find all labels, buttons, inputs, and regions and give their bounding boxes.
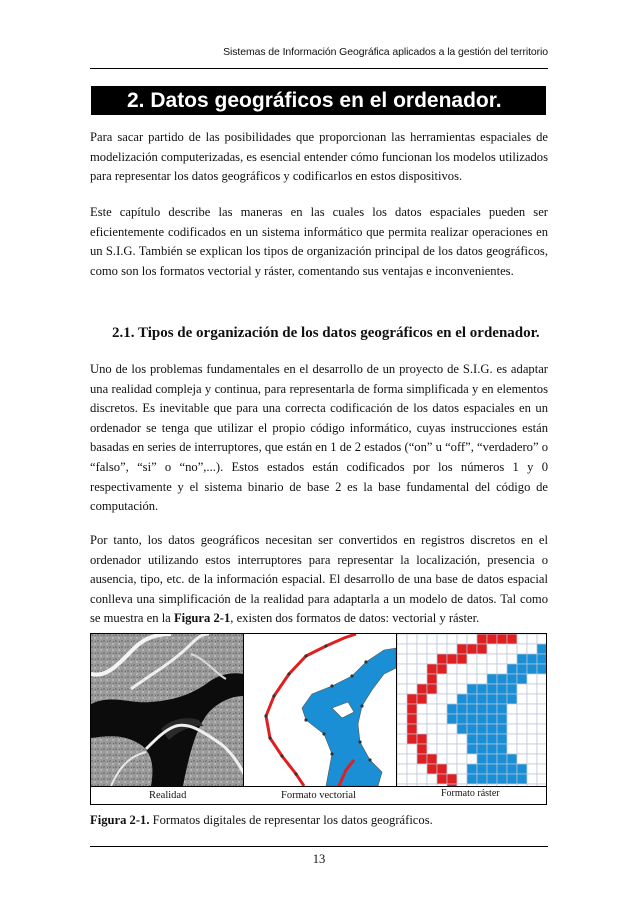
raster-cell bbox=[497, 654, 507, 664]
raster-cell bbox=[437, 654, 447, 664]
raster-cell bbox=[467, 744, 477, 754]
raster-cell bbox=[537, 654, 546, 664]
raster-cell bbox=[517, 634, 527, 644]
raster-cell bbox=[447, 664, 457, 674]
raster-cell bbox=[537, 634, 546, 644]
raster-cell bbox=[457, 694, 467, 704]
raster-cell bbox=[467, 684, 477, 694]
raster-cell bbox=[527, 724, 537, 734]
raster-cell bbox=[417, 774, 427, 784]
raster-cell bbox=[467, 724, 477, 734]
raster-cell bbox=[417, 674, 427, 684]
raster-cell bbox=[477, 644, 487, 654]
raster-cell bbox=[487, 764, 497, 774]
raster-cell bbox=[447, 754, 457, 764]
raster-cell bbox=[447, 634, 457, 644]
raster-cell bbox=[427, 734, 437, 744]
raster-cell bbox=[437, 724, 447, 734]
raster-cell bbox=[507, 684, 517, 694]
raster-cell bbox=[507, 764, 517, 774]
raster-cell bbox=[507, 674, 517, 684]
raster-cell bbox=[417, 704, 427, 714]
section-paragraph-2 bbox=[90, 531, 548, 629]
raster-cell bbox=[477, 754, 487, 764]
raster-cell bbox=[487, 644, 497, 654]
raster-cell bbox=[507, 744, 517, 754]
raster-cell bbox=[407, 694, 417, 704]
raster-cell bbox=[477, 664, 487, 674]
raster-cell bbox=[417, 764, 427, 774]
raster-cell bbox=[517, 684, 527, 694]
intro-paragraph-2: Este capítulo describe las maneras en las cuales los datos espaciales pueden ser eficientemente codificados en un sistema informático que permita realizar operaciones en un S.I.G. También se explican los tipos de organización principal de los datos geográficos, como son los formatos vectorial y ráster, comentando sus ventajas e inconvenientes. bbox=[90, 205, 548, 278]
raster-cell bbox=[527, 774, 537, 784]
raster-cell bbox=[437, 714, 447, 724]
raster-cell bbox=[467, 754, 477, 764]
reality-aerial-image bbox=[91, 634, 243, 786]
caption-text: Formatos digitales de representar los datos geográficos. bbox=[149, 813, 433, 827]
raster-cell bbox=[487, 774, 497, 784]
figure-labels bbox=[91, 786, 546, 805]
raster-cell bbox=[507, 754, 517, 764]
raster-cell bbox=[427, 744, 437, 754]
raster-cell bbox=[427, 704, 437, 714]
raster-cell bbox=[517, 644, 527, 654]
raster-cell bbox=[507, 724, 517, 734]
raster-cell bbox=[457, 634, 467, 644]
raster-cell bbox=[397, 754, 407, 764]
raster-cell bbox=[497, 744, 507, 754]
raster-cell bbox=[507, 634, 517, 644]
raster-cell bbox=[517, 664, 527, 674]
raster-cell bbox=[477, 724, 487, 734]
raster-cell bbox=[517, 704, 527, 714]
raster-cell bbox=[497, 714, 507, 724]
raster-cell bbox=[467, 694, 477, 704]
raster-cell bbox=[497, 664, 507, 674]
section-title: 2.1. Tipos de organización de los datos geográficos en el ordenador. bbox=[112, 325, 540, 341]
raster-cell bbox=[487, 634, 497, 644]
raster-cell bbox=[427, 664, 437, 674]
raster-cell bbox=[467, 764, 477, 774]
raster-cell bbox=[477, 654, 487, 664]
raster-cell bbox=[397, 704, 407, 714]
raster-cell bbox=[517, 734, 527, 744]
raster-cell bbox=[467, 664, 477, 674]
raster-cell bbox=[417, 634, 427, 644]
raster-cell bbox=[457, 714, 467, 724]
raster-cell bbox=[437, 764, 447, 774]
raster-cell bbox=[507, 714, 517, 724]
raster-cell bbox=[457, 644, 467, 654]
raster-cell bbox=[407, 674, 417, 684]
raster-cell bbox=[437, 754, 447, 764]
raster-cell bbox=[537, 704, 546, 714]
raster-cell bbox=[457, 674, 467, 684]
raster-cell bbox=[407, 664, 417, 674]
raster-cell bbox=[457, 774, 467, 784]
raster-cell bbox=[437, 694, 447, 704]
raster-cell bbox=[527, 714, 537, 724]
section-paragraph-2-tail: , existen dos formatos de datos: vectorial y ráster. bbox=[230, 611, 480, 626]
raster-cell bbox=[397, 664, 407, 674]
raster-cell bbox=[497, 774, 507, 784]
raster-cell bbox=[447, 764, 457, 774]
raster-cell bbox=[427, 654, 437, 664]
raster-cell bbox=[407, 764, 417, 774]
raster-cell bbox=[517, 764, 527, 774]
raster-cell bbox=[457, 704, 467, 714]
raster-cell bbox=[527, 654, 537, 664]
raster-cell bbox=[467, 634, 477, 644]
raster-cell bbox=[507, 774, 517, 784]
raster-cell bbox=[507, 654, 517, 664]
raster-cell bbox=[487, 704, 497, 714]
raster-cell bbox=[527, 704, 537, 714]
raster-cell bbox=[447, 654, 457, 664]
raster-cell bbox=[487, 694, 497, 704]
raster-cell bbox=[417, 664, 427, 674]
running-header: Sistemas de Información Geográfica aplicados a la gestión del territorio bbox=[223, 46, 548, 58]
raster-cell bbox=[517, 694, 527, 704]
raster-cell bbox=[487, 674, 497, 684]
raster-cell bbox=[477, 634, 487, 644]
raster-cell bbox=[437, 664, 447, 674]
raster-cell bbox=[397, 724, 407, 734]
label-reality: Realidad bbox=[149, 790, 187, 801]
raster-cell bbox=[517, 754, 527, 764]
raster-cell bbox=[417, 644, 427, 654]
raster-cell bbox=[457, 744, 467, 754]
raster-cell bbox=[537, 714, 546, 724]
raster-cell bbox=[497, 694, 507, 704]
raster-cell bbox=[527, 764, 537, 774]
raster-cell bbox=[437, 674, 447, 684]
footer-rule bbox=[90, 846, 548, 847]
raster-cell bbox=[417, 694, 427, 704]
raster-cell bbox=[517, 774, 527, 784]
raster-cell bbox=[427, 684, 437, 694]
raster-cell bbox=[437, 644, 447, 654]
raster-cell bbox=[537, 734, 546, 744]
raster-cell bbox=[477, 774, 487, 784]
raster-cell bbox=[437, 774, 447, 784]
raster-cell bbox=[437, 684, 447, 694]
raster-cell bbox=[497, 634, 507, 644]
raster-cell bbox=[507, 734, 517, 744]
raster-cell bbox=[477, 714, 487, 724]
raster-cell bbox=[447, 694, 457, 704]
raster-cell bbox=[447, 684, 457, 694]
raster-cell bbox=[497, 684, 507, 694]
raster-cell bbox=[537, 664, 546, 674]
raster-cell bbox=[397, 634, 407, 644]
raster-cell bbox=[457, 654, 467, 664]
raster-cell bbox=[447, 734, 457, 744]
raster-cell bbox=[487, 744, 497, 754]
raster-cell bbox=[507, 664, 517, 674]
raster-cell bbox=[397, 644, 407, 654]
raster-cell bbox=[397, 744, 407, 754]
raster-cell bbox=[527, 644, 537, 654]
raster-cell bbox=[437, 634, 447, 644]
raster-cell bbox=[527, 754, 537, 764]
raster-cell bbox=[467, 734, 477, 744]
raster-cell bbox=[497, 734, 507, 744]
intro-paragraph-1: Para sacar partido de las posibilidades que proporcionan las herramientas espaciales de modelización computerizadas, es esencial entender cómo funcionan los modelos utilizados para representar los datos geográficos y codificarlos en estos dispositivos. bbox=[90, 130, 548, 184]
raster-cell bbox=[397, 694, 407, 704]
raster-cell bbox=[507, 704, 517, 714]
raster-cell bbox=[397, 714, 407, 724]
raster-cell bbox=[407, 714, 417, 724]
raster-cell bbox=[457, 664, 467, 674]
raster-cell bbox=[537, 694, 546, 704]
raster-cell bbox=[467, 714, 477, 724]
raster-cell bbox=[527, 684, 537, 694]
figure-reference[interactable]: Figura 2-1 bbox=[173, 611, 231, 626]
raster-cell bbox=[427, 774, 437, 784]
raster-cell bbox=[427, 764, 437, 774]
raster-cell bbox=[447, 674, 457, 684]
raster-cell bbox=[487, 654, 497, 664]
raster-cell bbox=[487, 734, 497, 744]
raster-cell bbox=[537, 724, 546, 734]
raster-cell bbox=[487, 684, 497, 694]
raster-cell bbox=[517, 714, 527, 724]
raster-cell bbox=[407, 754, 417, 764]
raster-cell bbox=[497, 724, 507, 734]
raster-cell bbox=[427, 724, 437, 734]
section-paragraph-2-text: Por tanto, los datos geográficos necesitan ser convertidos en registros discretos en el ordenador utilizando estos interruptores para representar la localización, presencia o ausencia, tipo, etc. de la información espacial. El desarrollo de una base de datos espacial conlleva una simplificación de la realidad para adaptarla a un modelo de datos. Tal como se muestra en la bbox=[90, 533, 548, 626]
raster-cell bbox=[517, 674, 527, 684]
raster-cell bbox=[407, 744, 417, 754]
raster-cell bbox=[467, 654, 477, 664]
raster-cell bbox=[537, 764, 546, 774]
raster-cell bbox=[497, 704, 507, 714]
raster-cell bbox=[527, 694, 537, 704]
raster-cell bbox=[477, 684, 487, 694]
raster-cell bbox=[407, 774, 417, 784]
raster-cell bbox=[477, 734, 487, 744]
raster-cell bbox=[407, 634, 417, 644]
raster-cell bbox=[507, 644, 517, 654]
raster-cell bbox=[527, 674, 537, 684]
reality-photo bbox=[91, 634, 243, 786]
raster-format-panel bbox=[396, 634, 546, 786]
raster-cell bbox=[447, 774, 457, 784]
raster-cell bbox=[427, 644, 437, 654]
raster-cell bbox=[477, 704, 487, 714]
label-raster: Formato ráster bbox=[441, 788, 500, 799]
raster-cell bbox=[417, 684, 427, 694]
raster-cell bbox=[457, 684, 467, 694]
raster-cell bbox=[417, 734, 427, 744]
raster-cell bbox=[467, 774, 477, 784]
raster-cell bbox=[407, 724, 417, 734]
raster-cell bbox=[477, 694, 487, 704]
raster-cell bbox=[447, 644, 457, 654]
raster-cell bbox=[537, 754, 546, 764]
raster-cell bbox=[437, 734, 447, 744]
raster-cell bbox=[407, 734, 417, 744]
raster-cell bbox=[427, 694, 437, 704]
raster-cell bbox=[417, 744, 427, 754]
raster-cell bbox=[407, 704, 417, 714]
raster-cell bbox=[447, 714, 457, 724]
raster-cell bbox=[497, 754, 507, 764]
raster-cell bbox=[417, 724, 427, 734]
raster-cell bbox=[417, 654, 427, 664]
raster-cell bbox=[397, 774, 407, 784]
raster-cell bbox=[487, 754, 497, 764]
raster-cell bbox=[447, 724, 457, 734]
raster-cell bbox=[517, 724, 527, 734]
raster-cell bbox=[457, 724, 467, 734]
raster-cell bbox=[407, 654, 417, 664]
raster-cell bbox=[537, 684, 546, 694]
figure-caption bbox=[90, 813, 433, 828]
raster-cell bbox=[537, 774, 546, 784]
raster-cell bbox=[427, 634, 437, 644]
raster-cell bbox=[477, 764, 487, 774]
page-number: 13 bbox=[312, 852, 326, 866]
raster-cell bbox=[457, 734, 467, 744]
raster-cell bbox=[427, 754, 437, 764]
raster-cell bbox=[397, 734, 407, 744]
raster-cell bbox=[397, 674, 407, 684]
raster-cell bbox=[407, 684, 417, 694]
raster-cell bbox=[517, 744, 527, 754]
raster-cell bbox=[487, 714, 497, 724]
raster-cell bbox=[487, 664, 497, 674]
raster-cell bbox=[427, 674, 437, 684]
raster-cell bbox=[437, 744, 447, 754]
raster-cell bbox=[457, 764, 467, 774]
raster-cell bbox=[537, 674, 546, 684]
raster-cell bbox=[517, 654, 527, 664]
raster-cell bbox=[497, 764, 507, 774]
raster-cell bbox=[537, 644, 546, 654]
vector-format-panel bbox=[243, 634, 395, 786]
raster-cell bbox=[407, 644, 417, 654]
raster-cell bbox=[477, 744, 487, 754]
raster-cell bbox=[527, 734, 537, 744]
raster-cell bbox=[417, 714, 427, 724]
raster-cell bbox=[467, 674, 477, 684]
header-rule bbox=[90, 68, 548, 69]
raster-cell bbox=[447, 744, 457, 754]
raster-cell bbox=[497, 674, 507, 684]
raster-cell bbox=[397, 764, 407, 774]
raster-cell bbox=[527, 664, 537, 674]
section-paragraph-1: Uno de los problemas fundamentales en el desarrollo de un proyecto de S.I.G. es adaptar una realidad compleja y continua, para representarla de forma simplificada y en elementos discretos. Es inevitable que para una correcta codificación de los datos espaciales en un ordenador se tenga que utilizar el propio código informático, cuyas instrucciones están basadas en series de interruptores, que están en 1 de 2 estados (“on” u “off”, “verdadero” o “falso”, “si” o “no”,...). Estos estados están codificados por los números 1 y 0 respectivamente y el sistema binario de base 2 es la base fundamental del código de computación. bbox=[90, 362, 548, 514]
label-vector: Formato vectorial bbox=[281, 790, 356, 801]
raster-cell bbox=[457, 754, 467, 764]
raster-cell bbox=[497, 644, 507, 654]
raster-format-grid bbox=[397, 634, 546, 786]
raster-cell bbox=[537, 744, 546, 754]
raster-cell bbox=[397, 654, 407, 664]
raster-cell bbox=[427, 714, 437, 724]
chapter-title: 2. Datos geográficos en el ordenador. bbox=[91, 86, 546, 115]
raster-cell bbox=[477, 674, 487, 684]
raster-cell bbox=[437, 704, 447, 714]
raster-cell bbox=[417, 754, 427, 764]
raster-cell bbox=[507, 694, 517, 704]
vector-format-drawing bbox=[244, 634, 395, 786]
raster-cell bbox=[467, 644, 477, 654]
raster-cell bbox=[527, 634, 537, 644]
raster-cell bbox=[487, 724, 497, 734]
raster-cell bbox=[447, 704, 457, 714]
raster-cell bbox=[467, 704, 477, 714]
figure-2-1 bbox=[90, 633, 547, 805]
caption-label: Figura 2-1. bbox=[90, 813, 150, 827]
raster-cell bbox=[397, 684, 407, 694]
raster-cell bbox=[527, 744, 537, 754]
